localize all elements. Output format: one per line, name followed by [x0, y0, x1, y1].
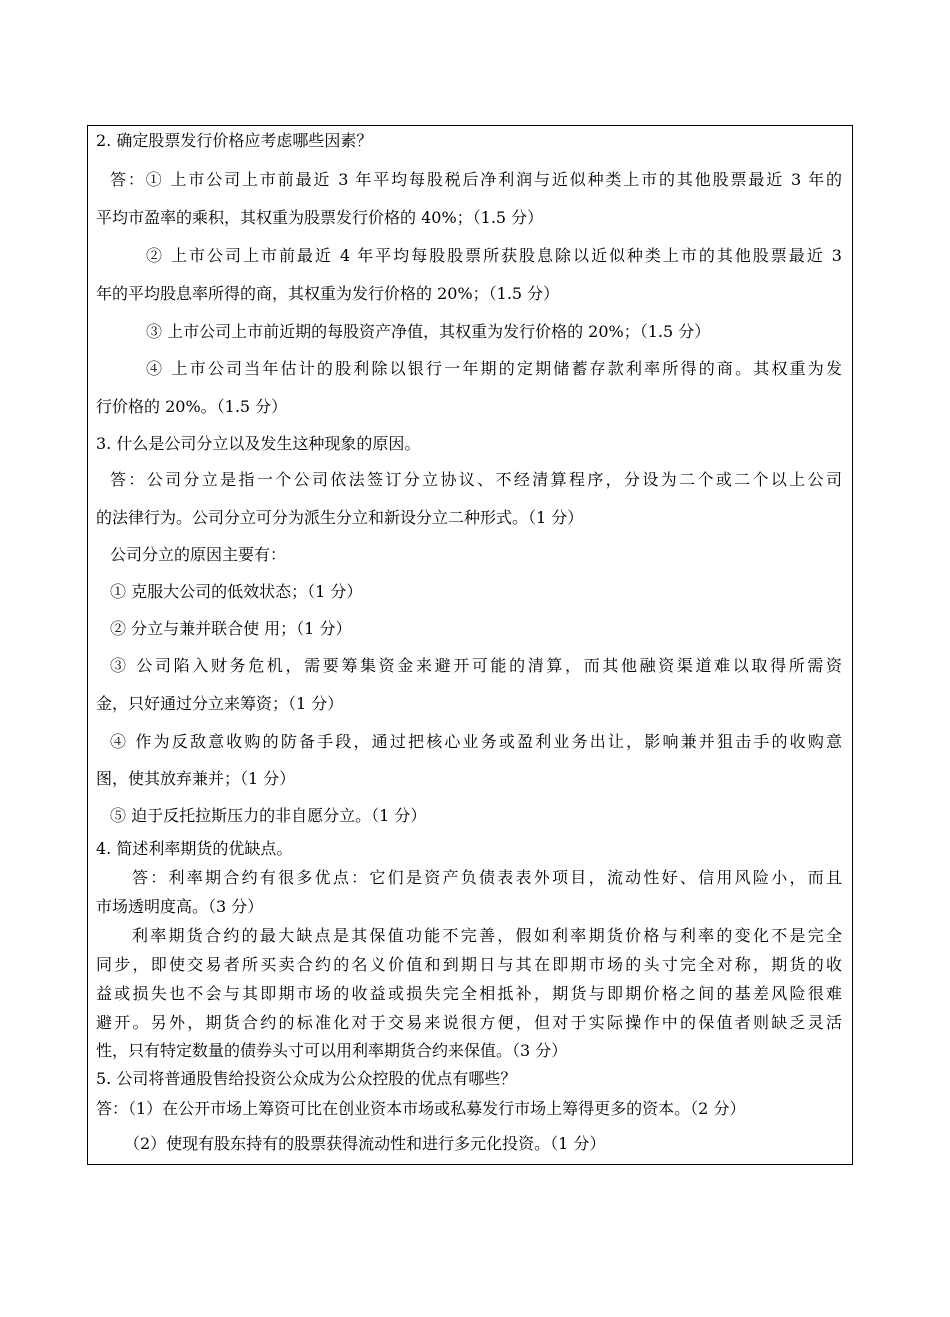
- q2-answer-line-7: 行价格的 20%。（1.5 分）: [96, 397, 288, 416]
- q2-answer-line-3: ② 上市公司上市前最近 4 年平均每股股票所获股息除以近似种类上市的其他股票最近 3: [146, 246, 842, 265]
- q3-reason-3-line-2: 金，只好通过分立来筹资；（1 分）: [96, 694, 344, 713]
- q2-answer-line-4: 年的平均股息率所得的商，其权重为发行价格的 20%；（1.5 分）: [96, 284, 560, 303]
- q2-answer-line-6: ④ 上市公司当年估计的股利除以银行一年期的定期储蓄存款利率所得的商。其权重为发: [146, 359, 842, 378]
- answer-box: [87, 125, 853, 1165]
- question-3-title: 3. 什么是公司分立以及发生这种现象的原因。: [96, 434, 421, 453]
- q3-reason-1: ① 克服大公司的低效状态；（1 分）: [110, 582, 363, 601]
- q4-answer-line-2: 市场透明度高。（3 分）: [96, 897, 264, 916]
- question-5-title: 5. 公司将普通股售给投资公众成为公众控股的优点有哪些？: [96, 1069, 517, 1088]
- q3-reason-2: ② 分立与兼并联合使 用；（1 分）: [110, 619, 352, 638]
- q3-reason-4-line-1: ④ 作为反敌意收购的防备手段，通过把核心业务或盈利业务出让，影响兼并狙击手的收购意: [110, 732, 842, 751]
- q3-answer-line-3: 公司分立的原因主要有：: [110, 545, 287, 564]
- q4-answer-line-6: 避开。另外，期货合约的标准化对于交易来说很方便，但对于实际操作中的保值者则缺乏灵活: [96, 1013, 842, 1032]
- q2-answer-line-5: ③ 上市公司上市前近期的每股资产净值，其权重为发行价格的 20%；（1.5 分）: [146, 322, 711, 341]
- q3-answer-line-1: 答：公司分立是指一个公司依法签订分立协议、不经清算程序，分设为二个或二个以上公司: [110, 470, 842, 489]
- q4-answer-line-1: 答：利率期合约有很多优点：它们是资产负债表表外项目，流动性好、信用风险小，而且: [132, 868, 842, 887]
- q3-answer-line-2: 的法律行为。公司分立可分为派生分立和新设分立二种形式。（1 分）: [96, 508, 584, 527]
- q4-answer-line-3: 利率期货合约的最大缺点是其保值功能不完善，假如利率期货价格与利率的变化不是完全: [132, 926, 842, 945]
- question-2-title: 2. 确定股票发行价格应考虑哪些因素？: [96, 131, 373, 150]
- q2-answer-line-2: 平均市盈率的乘积，其权重为股票发行价格的 40%；（1.5 分）: [96, 208, 544, 227]
- q2-answer-line-1: 答：① 上市公司上市前最近 3 年平均每股税后净利润与近似种类上市的其他股票最近 3 年的: [110, 170, 842, 189]
- q3-reason-4-line-2: 图，使其放弃兼并；（1 分）: [96, 769, 296, 788]
- q4-answer-line-5: 益或损失也不会与其即期市场的收益或损失完全相抵补，期货与即期价格之间的基差风险很难: [96, 984, 842, 1003]
- q3-reason-5: ⑤ 迫于反托拉斯压力的非自愿分立。（1 分）: [110, 806, 427, 825]
- q5-answer-line-1: 答：（1）在公开市场上筹资可比在创业资本市场或私募发行市场上筹得更多的资本。（2 分）: [96, 1099, 746, 1118]
- q5-answer-line-2: （2）使现有股东持有的股票获得流动性和进行多元化投资。（1 分）: [124, 1134, 606, 1153]
- q4-answer-line-7: 性，只有特定数量的债券头寸可以用利率期货合约来保值。（3 分）: [96, 1041, 568, 1060]
- q3-reason-3-line-1: ③ 公司陷入财务危机，需要筹集资金来避开可能的清算，而其他融资渠道难以取得所需资: [110, 656, 842, 675]
- question-4-title: 4. 简述利率期货的优缺点。: [96, 839, 293, 858]
- q4-answer-line-4: 同步，即使交易者所买卖合约的名义价值和到期日与其在即期市场的头寸完全对称，期货的收: [96, 955, 842, 974]
